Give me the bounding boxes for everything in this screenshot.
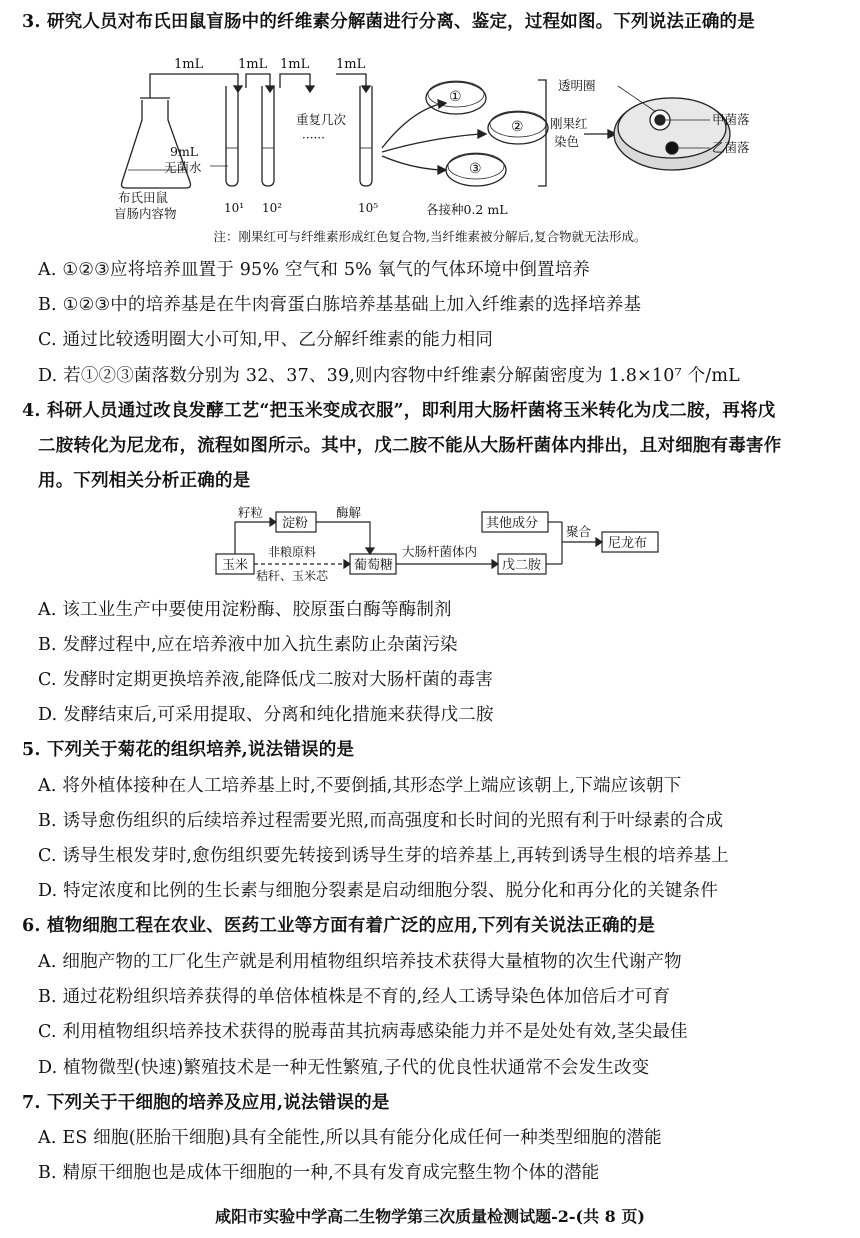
q3-stem: 3. 研究人员对布氏田鼠盲肠中的纤维素分解菌进行分离、鉴定，过程如图。下列说法正确的是 [22,12,755,32]
q3-option-a: A. ①②③应将培养皿置于 95% 空气和 5% 氧气的气体环境中倒置培养 [38,260,591,280]
flow-ecoli: 大肠杆菌体内 [402,544,478,559]
q6-stem: 6. 植物细胞工程在农业、医药工业等方面有着广泛的应用,下列有关说法正确的是 [22,916,656,936]
q7-option-b: B. 精原干细胞也是成体干细胞的一种,不具有发育成完整生物个体的潜能 [38,1163,600,1183]
q4-stem-line-1: 4. 科研人员通过改良发酵工艺“把玉米变成衣服”，即利用大肠杆菌将玉米转化为戊二胺，再将戊 [22,401,776,421]
q4-option-b: B. 发酵过程中,应在培养液中加入抗生素防止杂菌污染 [38,635,458,655]
q3-figure [110,52,750,230]
q4-flow-diagram [210,502,670,584]
q7-option-a: A. ES 细胞(胚胎干细胞)具有全能性,所以具有能分化成任何一种类型细胞的潜能 [38,1128,662,1148]
flow-corn: 玉米 [222,558,249,573]
q3-figure-note: 注：刚果红可与纤维素形成红色复合物,当纤维素被分解后,复合物就无法形成。 [213,229,647,244]
q5-option-b: B. 诱导愈伤组织的后续培养过程需要光照,而高强度和长时间的光照有利于叶绿素的合成 [38,811,724,831]
q4-stem-line-3: 用。下列相关分析正确的是 [38,471,251,491]
flow-nylon: 尼龙布 [608,536,648,551]
flow-other: 其他成分 [486,516,539,531]
flow-enzyme: 酶解 [336,505,362,520]
q6-option-b: B. 通过花粉组织培养获得的单倍体植株是不育的,经人工诱导染色体加倍后才可育 [38,987,671,1007]
page-footer: 咸阳市实验中学高二生物学第三次质量检测试题-2-(共 8 页) [215,1207,645,1226]
flask-label-2: 盲肠内容物 [114,206,177,221]
flow-nonfood: 非粮原料 [268,545,317,559]
flow-straw: 秸秆、玉米芯 [256,569,329,583]
plate-label-1: ① [449,89,462,105]
flow-starch: 淀粉 [282,516,309,531]
q4-option-a: A. 该工业生产中要使用淀粉酶、胶原蛋白酶等酶制剂 [38,600,452,620]
q4-option-c: C. 发酵时定期更换培养液,能降低戊二胺对大肠杆菌的毒害 [38,670,494,690]
colony-a-label: 甲菌落 [712,112,750,127]
q6-option-a: A. 细胞产物的工厂化生产就是利用植物组织培养技术获得大量植物的次生代谢产物 [38,952,682,972]
plate-label-2: ② [511,119,524,135]
dilution-label-3: 10⁵ [358,201,379,215]
q4-option-d: D. 发酵结束后,可采用提取、分离和纯化措施来获得戊二胺 [38,705,494,725]
q5-option-d: D. 特定浓度和比例的生长素与细胞分裂素是启动细胞分裂、脱分化和再分化的关键条件 [38,881,719,901]
plate-label-3: ③ [469,161,482,177]
vol-label-2: 1mL [238,57,268,72]
stain-text-1: 刚果红 [550,116,588,131]
stain-text-2: 染色 [554,134,580,149]
flow-glucose: 葡萄糖 [354,558,394,573]
dilution-label-1: 10¹ [224,201,245,215]
inoculate-text: 各接种0.2 mL [426,202,508,217]
flow-poly: 聚合 [566,524,592,539]
q3-option-b: B. ①②③中的培养基是在牛肉膏蛋白胨培养基基础上加入纤维素的选择培养基 [38,295,642,315]
q7-stem: 7. 下列关于干细胞的培养及应用,说法错误的是 [22,1093,390,1113]
flow-pentane: 戊二胺 [502,558,542,573]
q5-stem: 5. 下列关于菊花的组织培养,说法错误的是 [22,740,355,760]
vol-label-1: 1mL [174,57,204,72]
q5-option-a: A. 将外植体接种在人工培养基上时,不要倒插,其形态学上端应该朝上,下端应该朝下 [38,776,682,796]
q4-stem-line-2: 二胺转化为尼龙布，流程如图所示。其中，戊二胺不能从大肠杆菌体内排出，且对细胞有毒害作 [38,436,782,456]
q3-option-c: C. 通过比较透明圈大小可知,甲、乙分解纤维素的能力相同 [38,330,494,350]
flask-label-1: 布氏田鼠 [118,190,169,205]
q6-option-c: C. 利用植物组织培养技术获得的脱毒苗其抗病毒感染能力并不是处处有效,茎尖最佳 [38,1022,688,1042]
colony-b-label: 乙菌落 [712,140,750,155]
q3-option-d: D. 若①②③菌落数分别为 32、37、39,则内容物中纤维素分解菌密度为 1.8×10⁷ 个/mL [38,366,740,386]
flow-seed: 籽粒 [238,505,264,520]
halo-label: 透明圈 [558,78,596,93]
q5-option-c: C. 诱导生根发芽时,愈伤组织要先转接到诱导生芽的培养基上,再转到诱导生根的培养基上 [38,846,729,866]
dots: ······ [302,131,325,145]
q6-option-d: D. 植物微型(快速)繁殖技术是一种无性繁殖,子代的优良性状通常不会发生改变 [38,1058,650,1078]
vol-label-4: 1mL [336,57,366,72]
vol-label-3: 1mL [280,57,310,72]
water-volume-label: 9mL [170,144,199,159]
water-label: 无菌水 [164,160,202,175]
repeat-text: 重复几次 [296,112,347,127]
dilution-label-2: 10² [262,201,283,215]
